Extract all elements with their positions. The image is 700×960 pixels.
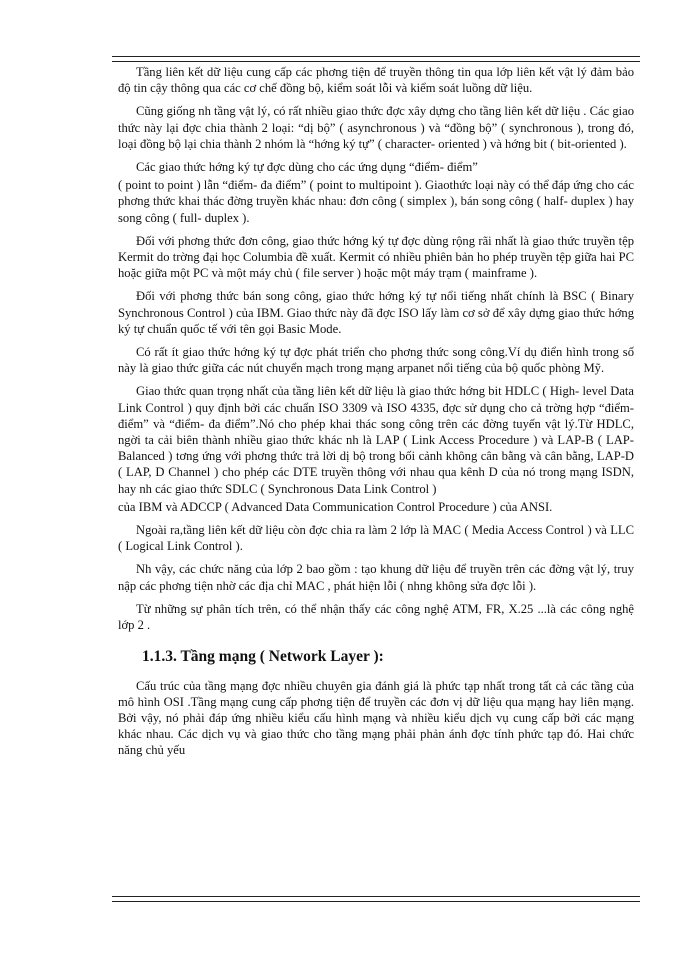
paragraph-bsc: Đối với phơng thức bán song công, giao thức hớng ký tự nổi tiếng nhất chính là BSC ( Binary Synchronous Control ) của IBM. Giao thức này đã đợc ISO lấy làm cơ sở để xây dựng giao thức hớng ký tự chuẩn quốc tế với tên gọi Basic Mode.: [118, 289, 634, 336]
paragraph-point-to-point: ( point to point ) lẫn “điểm- đa điểm” ( point to multipoint ). Giaothức loại này có thể đáp ứng cho các phơng thức khai thác đờng truyền khác nhau: đơn công ( simplex ), bán song công ( half- duplex ) hay song công ( full- duplex ).: [118, 178, 634, 225]
paragraph-layer2-functions: Nh vậy, các chức năng của lớp 2 bao gồm : tạo khung dữ liệu để truyền trên các đờng vật lý, truy nập các phơng tiện nhờ các địa chỉ MAC , phát hiện lỗi ( nhng không sửa đợc lỗi ).: [118, 562, 634, 593]
section-heading-network-layer: 1.1.3. Tầng mạng ( Network Layer ):: [142, 648, 384, 666]
paragraph-hdlc: Giao thức quan trọng nhất của tầng liên kết dữ liệu là giao thức hớng bit HDLC ( High- level Data Link Control ) quy định bởi các chuẩn ISO 3309 và ISO 4335, đợc sử dụng cho cả trờng hợp “điểm- điểm” và “điểm- đa điểm”.Nó cho phép khai thác song công trên các đờng tuyến vật lý.Từ HDLC, ngời ta cải biên thành nhiều giao thức khác nh là LAP ( Link Access Procedure ) và LAP-B ( LAP- Balanced ) tơng ứng với phơng thức trả lời dị bộ trong bối cảnh không cân bằng và cân bằng, LAP-D ( LAP, D Channel ) cho phép các DTE truyền thông với nhau qua kênh D của nó trong mạng ISDN, hay nh các giao thức SDLC ( Synchronous Data Link Control ): [118, 384, 634, 496]
footer-rule: [112, 896, 640, 902]
paragraph-data-link-intro: Tầng liên kết dữ liệu cung cấp các phơng tiện để truyền thông tin qua lớp liên kết vật lý đảm bảo độ tin cậy thông qua các cơ chế đồng bộ, kiểm soát lỗi và kiểm soát luồng dữ liệu.: [118, 65, 634, 96]
paragraph-layer2-technologies: Từ những sự phân tích trên, có thể nhận thấy các công nghệ ATM, FR, X.25 ...là các công nghệ lớp 2 .: [118, 601, 634, 633]
paragraph-full-duplex: Có rất ít giao thức hớng ký tự đợc phát triển cho phơng thức song công.Ví dụ điển hình trong số này là giao thức giữa các nút chuyển mạch trong mạng arpanet nổi tiếng của bộ quốc phòng Mỹ.: [118, 345, 634, 376]
paragraph-network-layer: Cấu trúc của tầng mạng đợc nhiều chuyên gia đánh giá là phức tạp nhất trong tất cả các tầng của mô hình OSI .Tầng mạng cung cấp phơng tiện để truyền các đơn vị dữ liệu qua mạng hay liên mạng. Bởi vậy, nó phải đáp ứng nhiều kiểu cấu hình mạng và nhiều kiểu dịch vụ cung cấp bởi các mạng khác nhau. Các dịch vụ và giao thức cho tầng mạng phải phản ánh đợc tính phức tạp đó. Hai chức năng chủ yếu: [118, 678, 634, 758]
paragraph-adccp: của IBM và ADCCP ( Advanced Data Communication Control Procedure ) của ANSI.: [118, 499, 553, 514]
document-body: [118, 64, 634, 766]
paragraph-protocol-types: Cũng giống nh tầng vật lý, có rất nhiều giao thức đợc xây dựng cho tầng liên kết dữ liệu . Các giao thức này lại đợc chia thành 2 loại: “dị bộ” ( asynchronous ) và “đồng bộ” ( synchronous ), trong đó, loại đồng bộ lại chia thành 2 nhóm là “hớng ký tự” ( character- oriented ) và hớng bit ( bit-oriented ).: [118, 104, 634, 151]
paragraph-char-oriented: Các giao thức hớng ký tự đợc dùng cho các ứng dụng “điểm- điểm”: [136, 160, 478, 175]
paragraph-mac-llc: Ngoài ra,tầng liên kết dữ liệu còn đợc chia ra làm 2 lớp là MAC ( Media Access Control ) và LLC ( Logical Link Control ).: [118, 523, 634, 554]
header-rule: [112, 56, 640, 62]
paragraph-kermit: Đối với phơng thức đơn công, giao thức hớng ký tự đợc dùng rộng rãi nhất là giao thức truyền tệp Kermit do trờng đại học Columbia đề xuất. Kermit có nhiều phiên bản ho phép truyền tệp giữa hai PC hoặc giữa một PC và một máy chủ ( file server ) hoặc một máy trạm ( mainframe ).: [118, 233, 634, 281]
